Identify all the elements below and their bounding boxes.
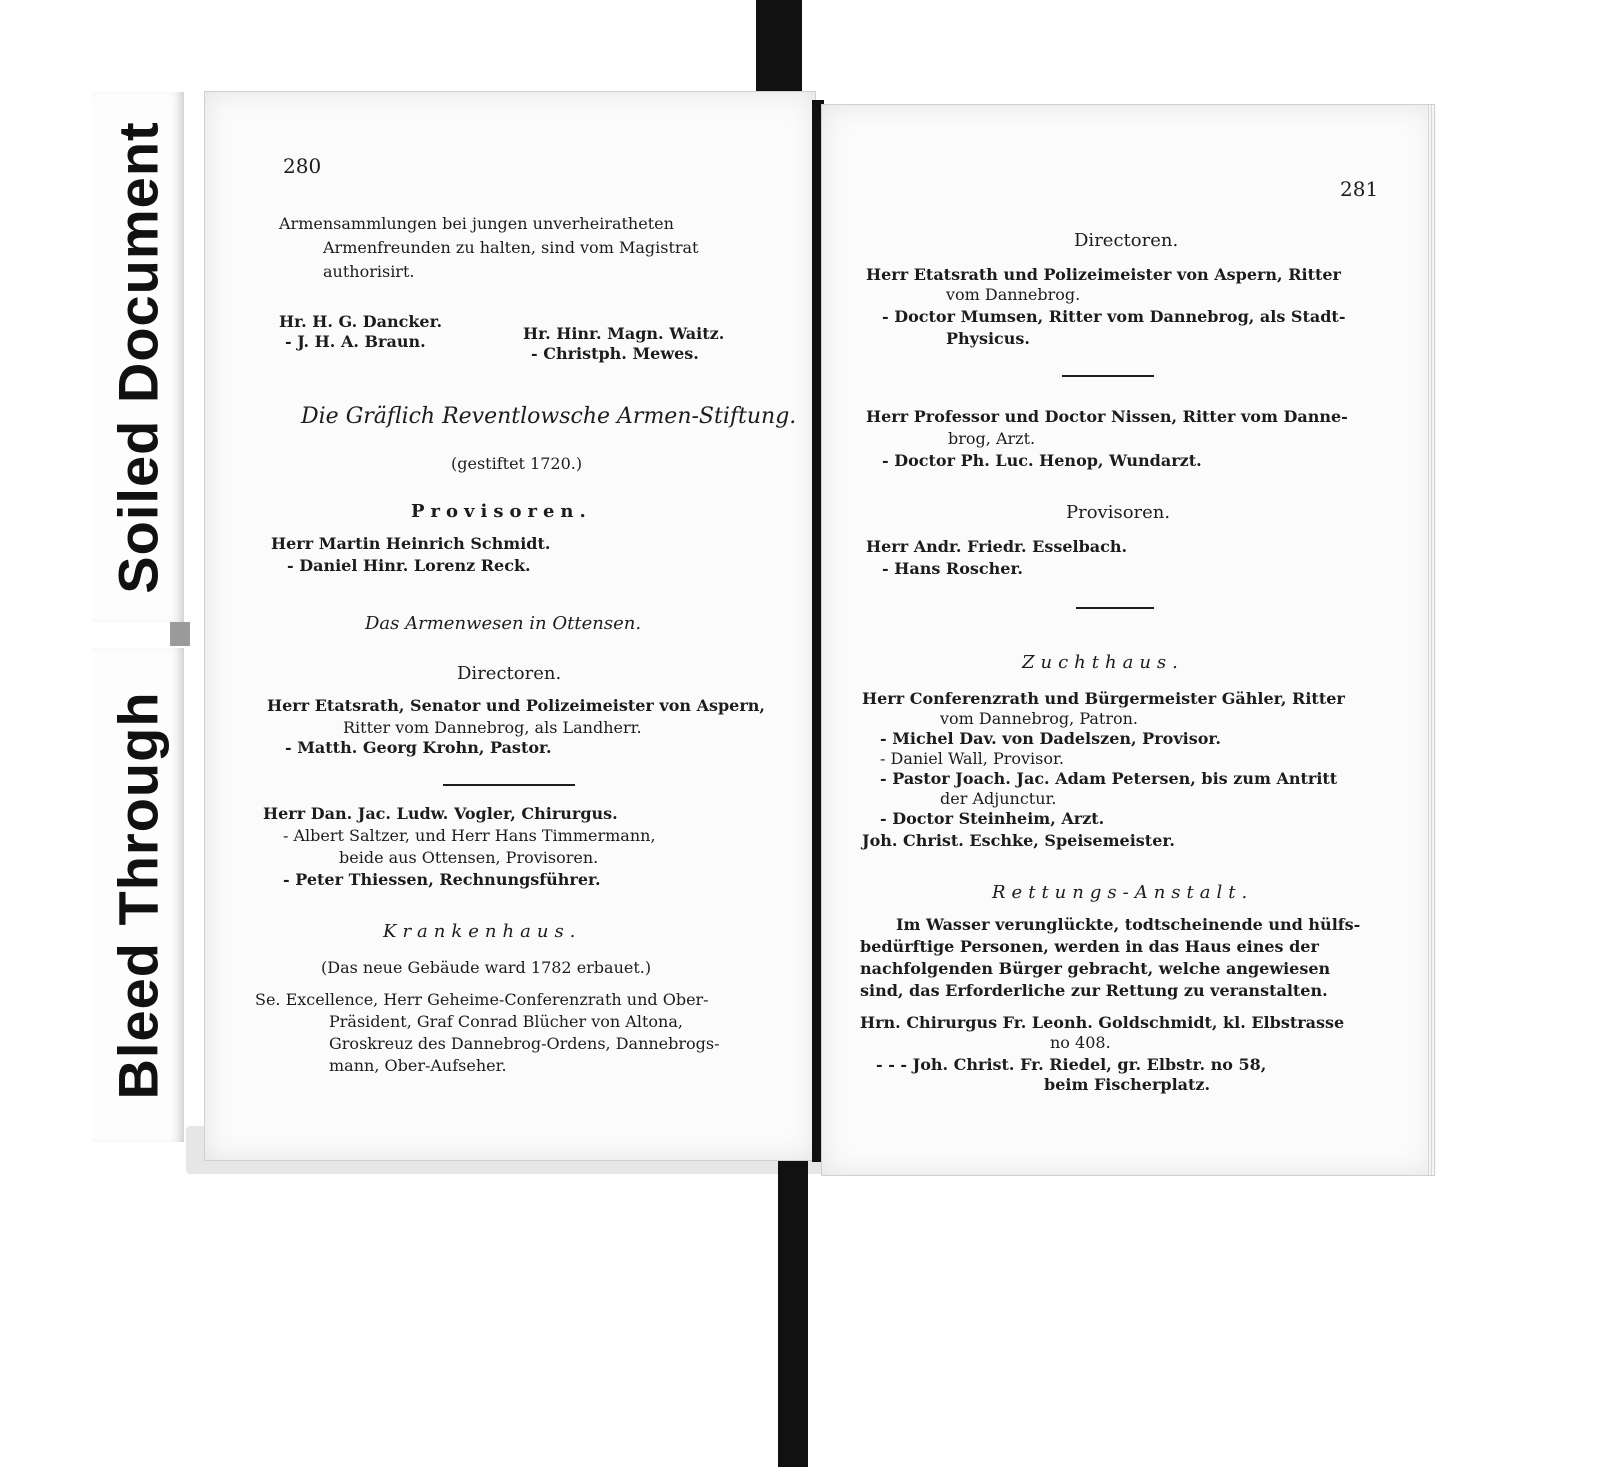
list-item: - Doctor Steinheim, Arzt.	[880, 809, 1105, 828]
section-divider	[443, 784, 575, 786]
list-item: - Daniel Hinr. Lorenz Reck.	[287, 556, 531, 575]
list-item: - Doctor Ph. Luc. Henop, Wundarzt.	[882, 451, 1202, 470]
section-heading: Provisoren.	[411, 501, 592, 522]
list-item: Herr Andr. Friedr. Esselbach.	[866, 537, 1128, 556]
list-item: - Matth. Georg Krohn, Pastor.	[285, 738, 552, 757]
list-item: Hrn. Chirurgus Fr. Leonh. Goldschmidt, kl. Elbstrasse	[860, 1013, 1345, 1032]
name-entry: - Christph. Mewes.	[531, 344, 699, 363]
section-divider	[1076, 607, 1154, 609]
list-item: - Hans Roscher.	[882, 559, 1023, 578]
list-item: Herr Professor und Doctor Nissen, Ritter vom Danne-	[866, 407, 1348, 426]
section-heading: Zuchthaus.	[1022, 652, 1184, 673]
intro-line: authorisirt.	[323, 262, 415, 281]
text-line: nachfolgenden Bürger gebracht, welche angewiesen	[860, 959, 1331, 978]
soiled-document-text: Soiled Document	[106, 120, 170, 594]
bleed-through-text: Bleed Through	[106, 690, 170, 1100]
text-line: Präsident, Graf Conrad Blücher von Altona,	[329, 1012, 683, 1031]
list-item: Herr Dan. Jac. Ludw. Vogler, Chirurgus.	[263, 804, 618, 823]
page-number: 280	[283, 154, 322, 178]
list-item: Joh. Christ. Eschke, Speisemeister.	[862, 831, 1175, 850]
page-edges	[1428, 105, 1436, 1175]
section-heading: Directoren.	[457, 663, 562, 684]
list-item: no 408.	[1050, 1033, 1111, 1052]
list-item: Ritter vom Dannebrog, als Landherr.	[343, 718, 642, 737]
text-line: Groskreuz des Dannebrog-Ordens, Dannebrogs-	[329, 1034, 720, 1053]
list-item: - Peter Thiessen, Rechnungsführer.	[283, 870, 601, 889]
list-item: Physicus.	[946, 329, 1030, 348]
text-line: Im Wasser verunglückte, todtscheinende und hülfs-	[896, 915, 1361, 934]
page-number: 281	[1340, 177, 1379, 201]
list-item: - - - Joh. Christ. Fr. Riedel, gr. Elbstr. no 58,	[876, 1055, 1267, 1074]
intro-line: Armenfreunden zu halten, sind vom Magistrat	[323, 238, 699, 257]
list-item: - Albert Saltzer, und Herr Hans Timmermann,	[283, 826, 656, 845]
list-item: Herr Conferenzrath und Bürgermeister Gähler, Ritter	[862, 689, 1345, 708]
list-item: Herr Martin Heinrich Schmidt.	[271, 534, 551, 553]
label-clip	[170, 622, 190, 646]
intro-line: Armensammlungen bei jungen unverheiratheten	[279, 214, 674, 233]
section-title: Das Armenwesen in Ottensen.	[365, 613, 642, 634]
list-item: beim Fischerplatz.	[1044, 1075, 1211, 1094]
list-item: Herr Etatsrath und Polizeimeister von Aspern, Ritter	[866, 265, 1341, 284]
list-item: Herr Etatsrath, Senator und Polizeimeister von Aspern,	[267, 696, 765, 715]
left-page	[205, 92, 815, 1160]
list-item: der Adjunctur.	[940, 789, 1057, 808]
list-item: - Doctor Mumsen, Ritter vom Dannebrog, als Stadt-	[882, 307, 1346, 326]
list-item: - Michel Dav. von Dadelszen, Provisor.	[880, 729, 1221, 748]
section-note: (gestiftet 1720.)	[451, 454, 583, 473]
right-page	[822, 105, 1434, 1175]
list-item: - Daniel Wall, Provisor.	[880, 749, 1064, 768]
section-heading: Rettungs-Anstalt.	[992, 882, 1254, 903]
section-divider	[1062, 375, 1154, 377]
text-line: sind, das Erforderliche zur Rettung zu veranstalten.	[860, 981, 1328, 1000]
list-item: vom Dannebrog.	[946, 285, 1081, 304]
soiled-document-label	[92, 92, 184, 622]
list-item: vom Dannebrog, Patron.	[940, 709, 1138, 728]
section-heading: Directoren.	[1074, 230, 1179, 251]
name-entry: Hr. H. G. Dancker.	[279, 312, 443, 331]
section-heading: Krankenhaus.	[383, 921, 582, 942]
name-entry: Hr. Hinr. Magn. Waitz.	[523, 324, 725, 343]
text-line: bedürftige Personen, werden in das Haus eines der	[860, 937, 1319, 956]
section-title: Die Gräflich Reventlowsche Armen-Stiftung.	[301, 404, 797, 429]
binding-strap-bottom	[778, 1160, 808, 1467]
name-entry: - J. H. A. Braun.	[285, 332, 426, 351]
text-line: mann, Ober-Aufseher.	[329, 1056, 507, 1075]
section-note: (Das neue Gebäude ward 1782 erbauet.)	[321, 958, 652, 977]
bleed-through-label	[92, 648, 184, 1142]
list-item: - Pastor Joach. Jac. Adam Petersen, bis zum Antritt	[880, 769, 1338, 788]
list-item: beide aus Ottensen, Provisoren.	[339, 848, 599, 867]
section-heading: Provisoren.	[1066, 502, 1171, 523]
list-item: brog, Arzt.	[948, 429, 1036, 448]
text-line: Se. Excellence, Herr Geheime-Conferenzrath und Ober-	[255, 990, 709, 1009]
binding-strap-top	[756, 0, 802, 105]
